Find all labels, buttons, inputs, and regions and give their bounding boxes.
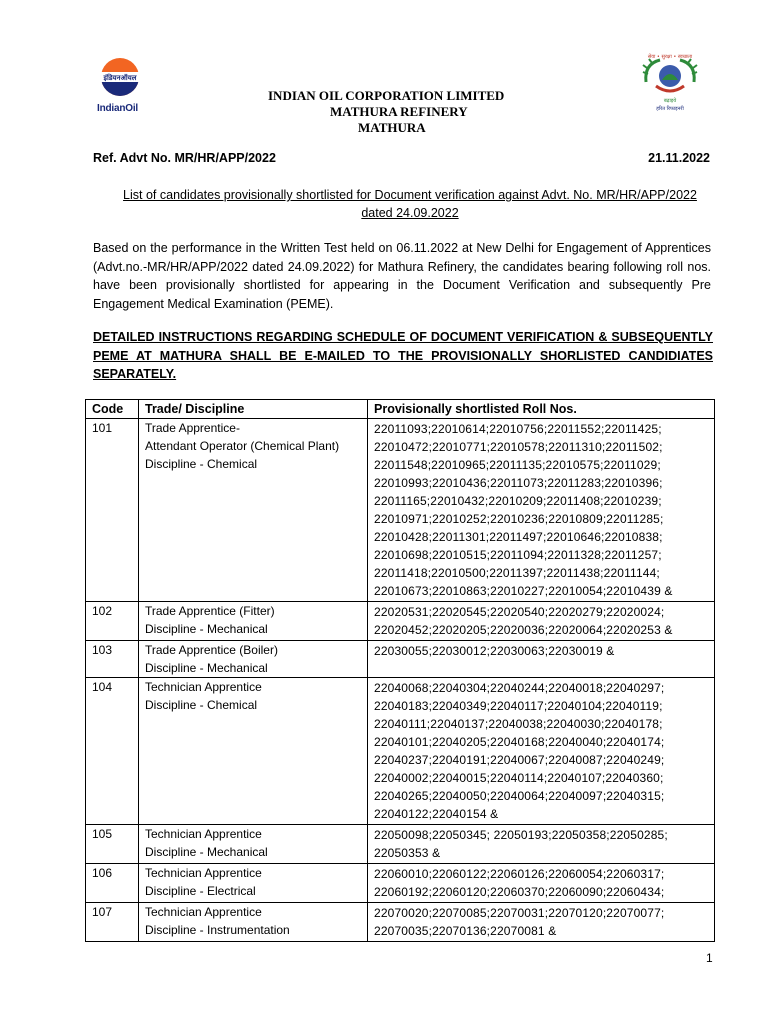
- row-trade-discipline: [139, 903, 368, 942]
- roll-number-line: 22011165;22010432;22010209;22011408;22010239;: [374, 494, 662, 508]
- roll-number-line: 22011093;22010614;22010756;22011552;22011425;: [374, 422, 662, 436]
- trade-line: Technician Apprentice: [145, 866, 262, 880]
- roll-number-line: 22060010;22060122;22060126;22060054;22060317;: [374, 867, 665, 881]
- advt-reference-number: Ref. Advt No. MR/HR/APP/2022: [93, 151, 276, 165]
- roll-number-line: 22060192;22060120;22060370;22060090;22060434;: [374, 885, 665, 899]
- indianoil-emblem-icon: [97, 57, 143, 97]
- reference-row: [93, 151, 710, 165]
- row-roll-numbers: [368, 903, 715, 942]
- table-row: [86, 903, 715, 942]
- roll-number-line: 22010428;22011301;22011497;22010646;22010838;: [374, 530, 663, 544]
- shortlist-table: [85, 399, 715, 942]
- roll-number-line: 22040122;22040154 &: [374, 807, 499, 821]
- green-refinery-emblem-icon: [638, 52, 702, 114]
- roll-number-line: 22010993;22010436;22011073;22011283;22010396;: [374, 476, 663, 490]
- row-code: 101: [86, 419, 139, 602]
- refinery-emblem: [638, 52, 702, 114]
- row-roll-numbers: [368, 678, 715, 825]
- row-trade-discipline: [139, 864, 368, 903]
- table-row: [86, 419, 715, 602]
- trade-line: Discipline - Chemical: [145, 457, 258, 471]
- header-roll-nos: Provisionally shortlisted Roll Nos.: [368, 400, 715, 419]
- document-date: 21.11.2022: [648, 151, 710, 165]
- row-roll-numbers: [368, 419, 715, 602]
- roll-number-line: 22030055;22030012;22030063;22030019 &: [374, 644, 615, 658]
- row-code: 107: [86, 903, 139, 942]
- trade-line: Trade Apprentice-: [145, 421, 240, 435]
- trade-line: Discipline - Electrical: [145, 884, 256, 898]
- trade-line: Technician Apprentice: [145, 905, 262, 919]
- heading-line-company: INDIAN OIL CORPORATION LIMITED: [268, 88, 505, 103]
- row-trade-discipline: [139, 825, 368, 864]
- row-roll-numbers: [368, 864, 715, 903]
- roll-number-line: 22010971;22010252;22010236;22010809;22011285;: [374, 512, 664, 526]
- emblem-top-text: सेवा • सुरक्षा • स्वच्छता: [647, 54, 693, 60]
- trade-line: Attendant Operator (Chemical Plant): [145, 439, 340, 453]
- list-title: List of candidates provisionally shortlisted for Document verification against Advt. No. MR/HR/APP/2022 dated 24.09.2022: [123, 188, 697, 220]
- roll-number-line: 22040111;22040137;22040038;22040030;22040178;: [374, 717, 663, 731]
- heading-line-refinery: MATHURA REFINERY: [330, 104, 468, 119]
- trade-line: Discipline - Mechanical: [145, 622, 268, 636]
- row-roll-numbers: [368, 825, 715, 864]
- header-trade: Trade/ Discipline: [139, 400, 368, 419]
- indianoil-emblem-text: इंडियनऑयल: [103, 74, 137, 82]
- roll-number-line: 22070035;22070136;22070081 &: [374, 924, 557, 938]
- row-trade-discipline: [139, 678, 368, 825]
- roll-number-line: 22011548;22010965;22011135;22010575;22011029;: [374, 458, 661, 472]
- trade-line: Technician Apprentice: [145, 680, 262, 694]
- header-code: Code: [86, 400, 139, 419]
- roll-number-line: 22010698;22010515;22011094;22011328;22011257;: [374, 548, 662, 562]
- emblem-mid-text: बढ़ाइये: [663, 98, 677, 104]
- row-code: 103: [86, 641, 139, 678]
- roll-number-line: 22040002;22040015;22040114;22040107;22040360;: [374, 771, 664, 785]
- row-trade-discipline: [139, 419, 368, 602]
- trade-line: Discipline - Instrumentation: [145, 923, 290, 937]
- trade-line: Discipline - Mechanical: [145, 661, 268, 675]
- emblem-bottom-text: हरित रिफाइनरी: [656, 106, 684, 112]
- roll-number-line: 22040183;22040349;22040117;22040104;22040119;: [374, 699, 663, 713]
- roll-number-line: 22010673;22010863;22010227;22010054;22010439 &: [374, 584, 673, 598]
- roll-number-line: 22050098;22050345; 22050193;22050358;22050285;: [374, 828, 668, 842]
- table-row: [86, 641, 715, 678]
- page-number: 1: [706, 951, 713, 965]
- trade-line: Discipline - Chemical: [145, 698, 258, 712]
- table-header-row: [86, 400, 715, 419]
- table-row: [86, 678, 715, 825]
- roll-number-line: 22020452;22020205;22020036;22020064;22020253 &: [374, 623, 673, 637]
- row-roll-numbers: [368, 641, 715, 678]
- indianoil-logo: [97, 57, 147, 114]
- trade-line: Trade Apprentice (Fitter): [145, 604, 275, 618]
- roll-number-line: 22040237;22040191;22040067;22040087;22040249;: [374, 753, 665, 767]
- row-trade-discipline: [139, 602, 368, 641]
- roll-number-line: 22020531;22020545;22020540;22020279;22020024;: [374, 605, 665, 619]
- trade-line: Technician Apprentice: [145, 827, 262, 841]
- table-row: [86, 864, 715, 903]
- roll-number-line: 22010472;22010771;22010578;22011310;22011502;: [374, 440, 663, 454]
- row-code: 104: [86, 678, 139, 825]
- row-roll-numbers: [368, 602, 715, 641]
- trade-line: Trade Apprentice (Boiler): [145, 643, 278, 657]
- roll-number-line: 22040068;22040304;22040244;22040018;22040297;: [374, 681, 665, 695]
- roll-number-line: 22040101;22040205;22040168;22040040;22040174;: [374, 735, 665, 749]
- table-row: [86, 602, 715, 641]
- indianoil-label: IndianOil: [97, 103, 138, 114]
- row-trade-discipline: [139, 641, 368, 678]
- roll-number-line: 22011418;22010500;22011397;22011438;22011144;: [374, 566, 660, 580]
- row-code: 102: [86, 602, 139, 641]
- instructions-notice: DETAILED INSTRUCTIONS REGARDING SCHEDULE OF DOCUMENT VERIFICATION & SUBSEQUENTLY PEME AT MATHURA SHALL BE E-MAILED TO THE PROVISIONALLY SHORLISTED CANDIDIATES SEPARATELY.: [93, 330, 713, 381]
- row-code: 105: [86, 825, 139, 864]
- trade-line: Discipline - Mechanical: [145, 845, 268, 859]
- heading-line-city: MATHURA: [358, 120, 426, 135]
- roll-number-line: 22050353 &: [374, 846, 441, 860]
- roll-number-line: 22040265;22040050;22040064;22040097;22040315;: [374, 789, 665, 803]
- row-code: 106: [86, 864, 139, 903]
- body-paragraph: Based on the performance in the Written Test held on 06.11.2022 at New Delhi for Engagement of Apprentices (Advt.no.-MR/HR/APP/2022 dated 24.09.2022) for Mathura Refinery, the candidates bearing following roll nos. have been provisionally shortlisted for appearing in the Document Verification and subsequently Pre Engagement Medical Examination (PEME).: [93, 241, 711, 311]
- roll-number-line: 22070020;22070085;22070031;22070120;22070077;: [374, 906, 665, 920]
- table-row: [86, 825, 715, 864]
- table-body: [86, 419, 715, 942]
